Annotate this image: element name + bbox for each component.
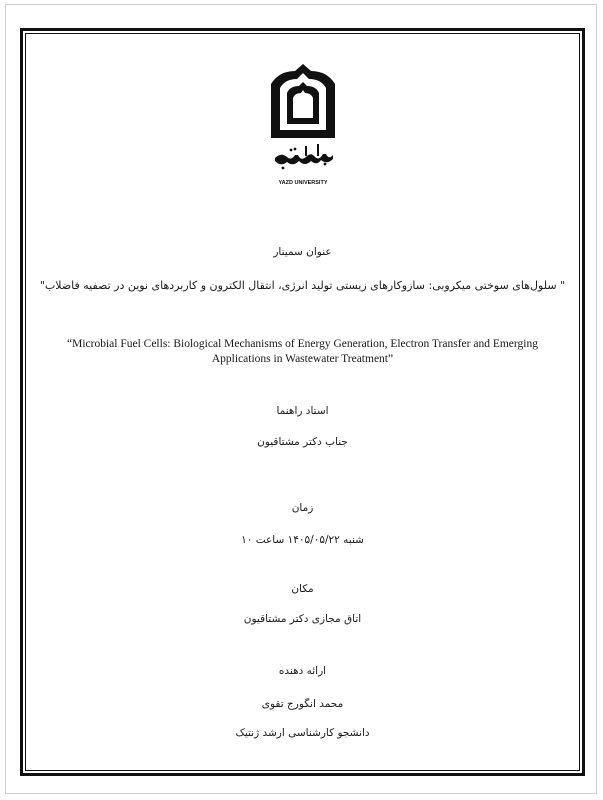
place-value: اتاق مجازی دکتر مشتاقیون (243, 613, 362, 625)
advisor-name: جناب دکتر مشتاقیون (257, 436, 348, 448)
seminar-title-label: عنوان سمینار (273, 246, 332, 258)
yazd-university-emblem-icon (261, 60, 345, 190)
time-value: شنبه ۱۴۰۵/۰۵/۲۲ ساعت ۱۰ (241, 534, 364, 546)
presenter-label: ارائه دهنده (278, 665, 327, 677)
advisor-label: استاد راهنما (276, 405, 329, 417)
svg-text:YAZD UNIVERSITY: YAZD UNIVERSITY (278, 180, 328, 186)
seminar-title-persian: " سلول‌های سوختی میکروبی: سازوکارهای زیستی تولید انرژی، انتقال الکترون و کاربردهای نوین در تصفیه فاضلاب" (39, 279, 566, 292)
place-label: مکان (291, 583, 314, 595)
presenter-name: محمد انگورج تقوی (261, 698, 344, 710)
presenter-degree: دانشجو کارشناسی ارشد ژنتیک (235, 727, 370, 739)
time-label: زمان (291, 502, 314, 514)
seminar-title-english: “Microbial Fuel Cells: Biological Mechanisms of Energy Generation, Electron Transfer and Emerging Applications in Wastewater Treatment” (67, 338, 538, 365)
